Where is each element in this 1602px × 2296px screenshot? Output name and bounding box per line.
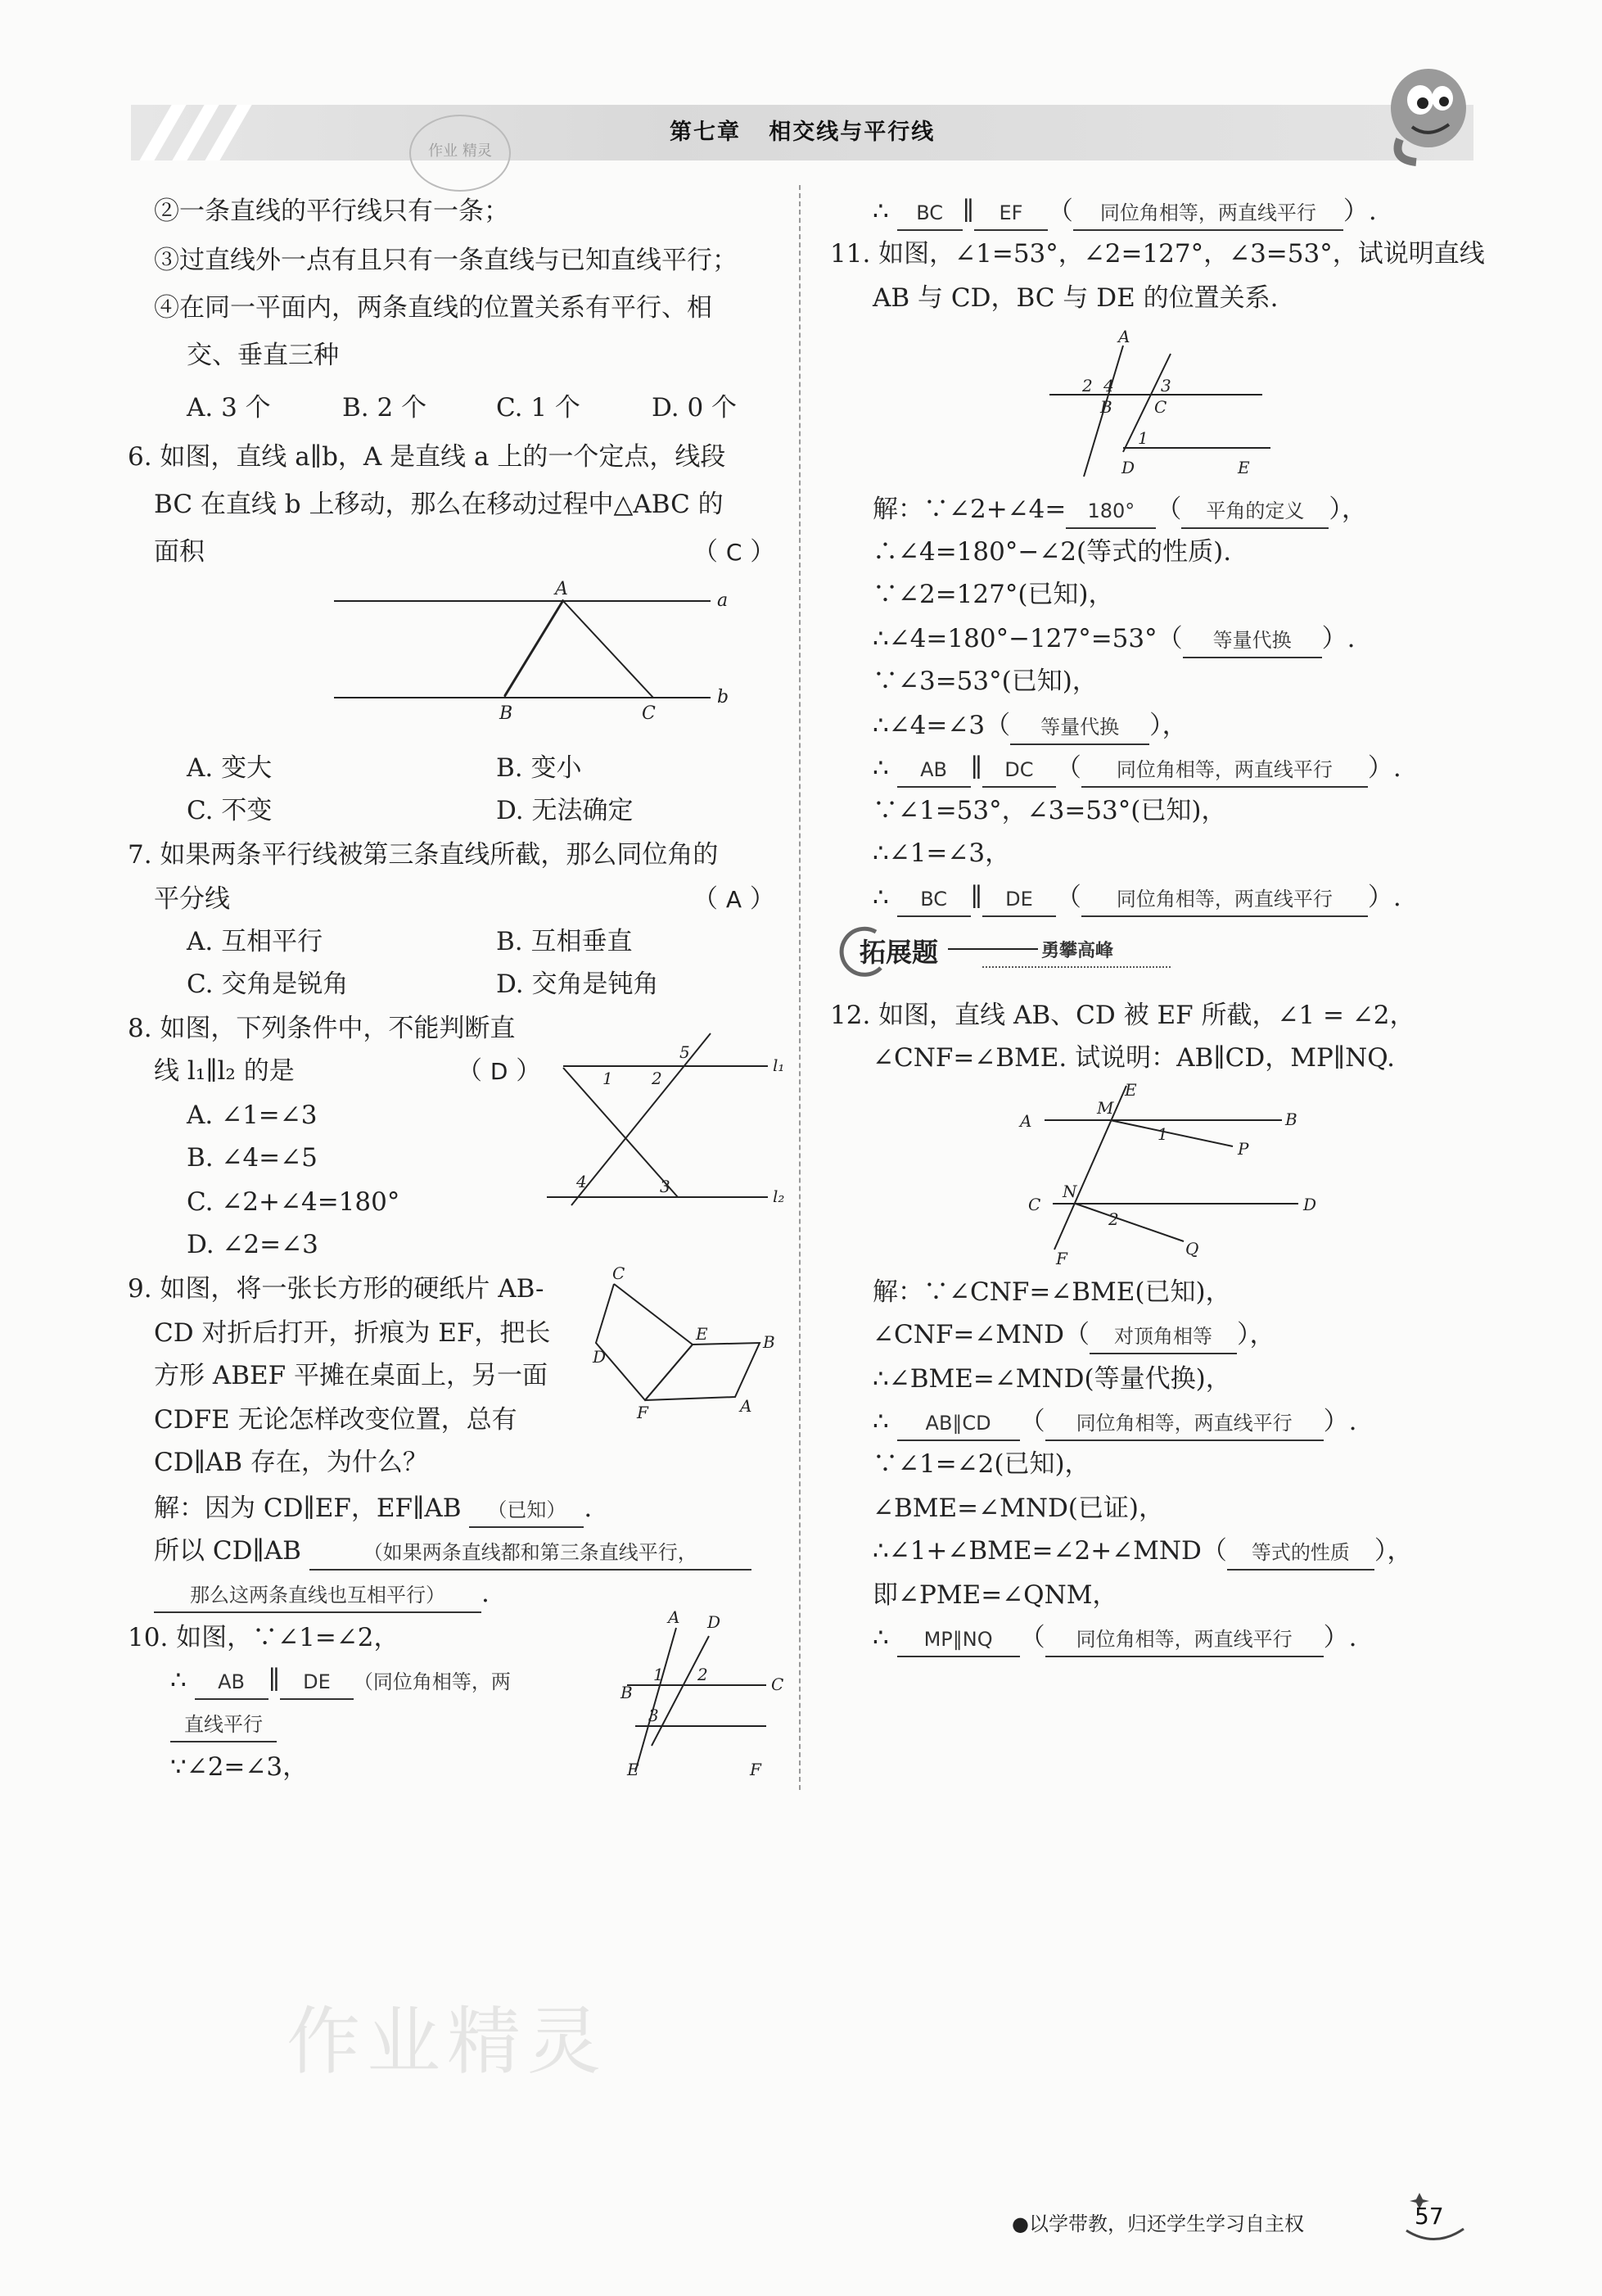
fig-label: 4 — [576, 1172, 587, 1191]
q7-option-b: B. 互相垂直 — [496, 927, 633, 956]
q6-text: 面积 — [154, 537, 205, 567]
q6-option-d: D. 无法确定 — [496, 796, 634, 825]
fig-label: 5 — [679, 1042, 690, 1062]
fig-label: 1 — [1158, 1124, 1168, 1144]
fig-label: E — [627, 1760, 639, 1779]
q12-step: 即∠PME=∠QNM， — [873, 1580, 1118, 1610]
q12-reason-blank: 等式的性质 — [1227, 1536, 1374, 1571]
q5-option-c: C. 1 个 — [496, 393, 580, 423]
page-number: 57 — [1415, 2203, 1444, 2230]
fig-label: C — [612, 1263, 625, 1283]
fig-label: A — [668, 1607, 680, 1627]
q9-text: CD∥AB 存在，为什么？ — [154, 1448, 428, 1477]
q12-text: ∠CNF=∠BME. 试说明：AB∥CD，MP∥NQ. — [873, 1043, 1395, 1073]
q12-step: ∠CNF=∠MND — [873, 1320, 1064, 1349]
fig-label: A — [1118, 327, 1130, 346]
q11-step: ∵∠1=53°，∠3=53°(已知)， — [873, 796, 1227, 825]
stamp: 作业 精灵 — [409, 115, 511, 192]
fig-label: 2 — [652, 1069, 662, 1088]
footer-slogan: ●以学带教，归还学生学习自主权 — [1012, 2212, 1304, 2235]
q12-reason-blank: 对顶角相等 — [1090, 1320, 1237, 1354]
q6-option-b: B. 变小 — [496, 753, 582, 783]
fig-label: C — [771, 1675, 784, 1694]
q5-statement-2: ②一条直线的平行线只有一条； — [154, 197, 509, 226]
q12-step: ∴ — [873, 1407, 889, 1436]
fig-label: P — [1238, 1139, 1249, 1159]
q6-text: 6. 如图，直线 a∥b，A 是直线 a 上的一个定点，线段 — [128, 442, 726, 472]
q11-answer-blank: AB — [897, 753, 971, 788]
fig-label: 2 — [697, 1665, 708, 1684]
q11-answer-blank: BC — [897, 883, 971, 917]
q10-answer-blank: EF — [974, 197, 1048, 231]
q11-answer-blank: DE — [982, 883, 1056, 917]
q12-step: ∵∠1=∠2(已知)， — [873, 1449, 1090, 1479]
fig-label: A — [740, 1396, 752, 1416]
q10-parallel: ∥ — [962, 197, 974, 226]
q8-option-b: B. ∠4=∠5 — [187, 1143, 318, 1173]
q10-answer-blank: BC — [897, 197, 963, 231]
q7-option-d: D. 交角是钝角 — [496, 969, 659, 999]
q7-text: 平分线 — [154, 884, 230, 914]
q9-figure — [593, 1263, 792, 1422]
q8-option-a: A. ∠1=∠3 — [187, 1101, 318, 1130]
q11-step: 解：∵∠2+∠4= — [873, 495, 1067, 524]
q10-answer-blank: DE — [280, 1666, 354, 1700]
section-badge — [827, 925, 1171, 978]
q9-solution: 解：因为 CD∥EF，EF∥AB — [154, 1494, 462, 1523]
section-title: 拓展题 — [860, 937, 939, 968]
q7-answer: A — [725, 886, 742, 913]
q8-option-d: D. ∠2=∠3 — [187, 1230, 318, 1259]
q9-text: CD 对折后打开，折痕为 EF，把长 — [154, 1318, 551, 1348]
q5-statement-3: ③过直线外一点有且只有一条直线与已知直线平行； — [154, 246, 738, 275]
fig-label: 1 — [602, 1069, 613, 1088]
fig-label: E — [696, 1324, 708, 1344]
q11-reason-blank: 平角的定义 — [1181, 495, 1329, 529]
q10-parallel: ∥ — [268, 1666, 280, 1695]
q10-therefore: ∴ — [170, 1666, 187, 1695]
fig-label: 2 — [1108, 1209, 1119, 1229]
q11-answer-blank: DC — [982, 753, 1056, 788]
q10-text: ∵∠2=∠3， — [170, 1752, 309, 1782]
q11-reason-blank: 同位角相等，两直线平行 — [1081, 883, 1368, 917]
fig-label: 3 — [1161, 376, 1171, 395]
q7-option-a: A. 互相平行 — [187, 927, 323, 956]
fig-label: b — [717, 687, 729, 707]
fig-label: 2 — [1082, 376, 1093, 395]
q8-text: 8. 如图，下列条件中，不能判断直 — [128, 1014, 516, 1043]
q11-step: ∴ — [873, 753, 889, 783]
q11-text: AB 与 CD，BC 与 DE 的位置关系. — [873, 283, 1279, 313]
q10-reason: 直线平行 — [170, 1708, 277, 1742]
q7-option-c: C. 交角是锐角 — [187, 969, 349, 999]
q5-option-a: A. 3 个 — [187, 393, 271, 423]
q9-text: 方形 ABEF 平摊在桌面上，另一面 — [154, 1361, 548, 1390]
section-subtitle: 勇攀高峰 — [1041, 941, 1114, 961]
column-divider — [799, 185, 801, 1790]
fig-label: D — [593, 1347, 607, 1367]
q11-step: ∵∠2=127°(已知)， — [873, 580, 1114, 609]
fig-label: E — [1238, 458, 1250, 477]
fig-label: C — [1154, 397, 1167, 417]
q11-step: ∴∠4=180°−127°=53° — [873, 624, 1158, 653]
q12-step: ∠BME=∠MND(已证)， — [873, 1494, 1164, 1523]
fig-label: F — [750, 1760, 761, 1779]
chapter-name: 相交线与平行线 — [769, 120, 936, 145]
q11-step: ∴∠4=∠3 — [873, 711, 986, 740]
fig-label: D — [707, 1612, 721, 1632]
fig-label: l₁ — [773, 1055, 785, 1075]
q8-figure — [547, 1033, 792, 1214]
q9-answer-blank: （如果两条直线都和第三条直线平行， — [309, 1536, 751, 1571]
q11-step: ∴ — [873, 883, 889, 912]
section-dots — [982, 966, 1171, 968]
q7-text: 7. 如果两条平行线被第三条直线所截，那么同位角的 — [128, 840, 719, 870]
fig-label: M — [1097, 1098, 1114, 1118]
q11-step: ∴∠1=∠3， — [873, 838, 1011, 868]
fig-label: 1 — [1138, 428, 1148, 448]
q9-answer-blank: （已知） — [469, 1494, 584, 1528]
fig-label: 1 — [653, 1665, 664, 1684]
fig-label: A — [1020, 1111, 1032, 1131]
q5-statement-4: ④在同一平面内，两条直线的位置关系有平行、相 — [154, 293, 712, 323]
section-rule — [948, 948, 1038, 950]
fig-label: A — [555, 579, 568, 599]
watermark: 作业精灵 — [287, 1999, 607, 2085]
q9-text: 9. 如图，将一张长方形的硬纸片 AB- — [128, 1274, 544, 1304]
q11-text: 11. 如图，∠1=53°，∠2=127°，∠3=53°，试说明直线 — [830, 239, 1485, 269]
q6-answer: C — [725, 539, 742, 566]
left-column: ②一条直线的平行线只有一条； ③过直线外一点有且只有一条直线与已知直线平行； ④在同一平面内，两条直线的位置关系有平行、相 交、垂直三种 A. 3 个 B. 2 个 C. 1 个 D. 0 个 6. 如图，直线 a∥b，A 是直线 a 上的一个定点，线段 BC 在直线 b 上移动，那么在移动过程中△ABC 的 面积 （ C ） A a B C b A. 变大 B. 变小 C. 不变 D. 无法确定 7. 如果两条平行线被第三条直线所截，那么同位角的 平分线 （ A ） A. 互相平行 B. 互相垂直 C. 交角是锐角 D. 交角是钝角 8. 如图，下列条件中，不能判断直 线 l₁∥l₂ 的是 （ D ） A. ∠1=∠3 B. ∠4=∠5 C. ∠2+∠4=180° D. ∠2=∠3 1 2 5 3 4 l₁ l₂ 9. 如图，将一张长方形的硬纸片 AB- CD 对折后打开，折痕为 EF，把长 方形 ABEF 平摊在桌面上，另一面 CDFE 无论怎样改变位置，总有 CD∥AB 存在，为什么？ C D E B F A 解：因为 CD∥EF，EF∥AB （已知） . 所以 CD∥AB （如果两条直线都和第三条直线平行， 那么这两条直线也互相平行） . 10. 如图，∵∠1=∠2， ∴ AB ∥ DE （同位角相等，两 直线平行 ∵∠2=∠3， A D B C E F 1 2 3 — [154, 190, 792, 1828]
fig-label: F — [637, 1403, 648, 1422]
q12-step: 解：∵∠CNF=∠BME(已知)， — [873, 1277, 1231, 1307]
fig-label: l₂ — [773, 1186, 785, 1206]
q10-text: 10. 如图，∵∠1=∠2， — [128, 1623, 399, 1652]
fig-label: a — [717, 590, 729, 611]
q5-option-b: B. 2 个 — [342, 393, 427, 423]
right-column: ∴ BC ∥ EF （ 同位角相等，两直线平行 ）. 11. 如图，∠1=53°，∠2=127°，∠3=53°，试说明直线 AB 与 CD，BC 与 DE 的位置关系. A 2 4 3 B C 1 D E 解：∵∠2+∠4= 180° （ 平角的定义 ）， ∴∠4=180°−∠2(等式的性质). ∵∠2=127°(已知)， ∴∠4=180°−127°=53°（ 等量代换 ）. ∵∠3=53°(已知)， ∴∠4=∠3（ 等量代换 ）， ∴ AB ∥ DC （ 同位角相等，两直线平行 ）. ∵∠1=53°，∠3=53°(已知)， ∴∠1=∠3， ∴ BC ∥ DE （ 同位角相等，两直线平行 ）. — [873, 190, 1495, 1828]
q8-option-c: C. ∠2+∠4=180° — [187, 1187, 400, 1217]
fig-label: C — [1028, 1195, 1041, 1214]
chapter-number: 第七章 — [670, 120, 741, 145]
fig-label: 3 — [660, 1177, 670, 1196]
fig-label: E — [1125, 1080, 1137, 1100]
fig-label: B — [1100, 397, 1112, 417]
q12-answer-blank: AB∥CD — [897, 1407, 1020, 1441]
q10-reason-blank: 同位角相等，两直线平行 — [1073, 197, 1343, 231]
q11-reason-blank: 等量代换 — [1010, 711, 1149, 745]
fig-label: 4 — [1103, 376, 1114, 395]
chapter-title — [670, 114, 935, 146]
q12: 12. 如图，直线 AB、CD 被 EF 所截，∠1 = ∠2， ∠CNF=∠BME. 试说明：AB∥CD，MP∥NQ. A M E B 1 P C N D 2 Q F 解：∵∠CNF=∠BME(已知)， ∠CNF=∠MND（ 对顶角相等 ）， ∴∠BME=∠MND(等量代换)， ∴ AB∥CD （ 同位角相等，两直线平行 ）. ∵∠1=∠2(已知)， ∠BME=∠MND(已证)， ∴∠1+∠BME=∠2+∠MND（ 等式的性质 ）， 即∠PME=∠QNM， ∴ MP∥NQ （ 同位角相等，两直线平行 ）. — [873, 994, 1495, 1731]
q11-reason-blank: 同位角相等，两直线平行 — [1081, 753, 1368, 788]
q8-answer: D — [490, 1058, 508, 1085]
q6-option-a: A. 变大 — [187, 753, 273, 783]
fig-label: Q — [1185, 1239, 1199, 1259]
q10-reason: （同位角相等，两 — [353, 1670, 511, 1693]
fig-label: N — [1063, 1182, 1077, 1201]
q9-text: CDFE 无论怎样改变位置，总有 — [154, 1405, 517, 1435]
q12-step: ∴∠1+∠BME=∠2+∠MND — [873, 1536, 1202, 1566]
q8-text: 线 l₁∥l₂ 的是 — [154, 1056, 295, 1086]
fig-label: D — [1121, 458, 1135, 477]
q10-answer-blank: AB — [195, 1666, 269, 1700]
fig-label: D — [1303, 1195, 1317, 1214]
q11-answer-blank: 180° — [1066, 495, 1156, 529]
mascot-icon — [1375, 57, 1482, 172]
q9-solution: 所以 CD∥AB — [154, 1536, 301, 1566]
q12-reason-blank: 同位角相等，两直线平行 — [1045, 1623, 1324, 1657]
q10-figure — [602, 1607, 791, 1779]
fig-label: F — [1056, 1249, 1067, 1268]
q5-option-d: D. 0 个 — [652, 393, 738, 423]
q9-answer-blank: 那么这两条直线也互相平行） — [154, 1579, 481, 1613]
fig-label: B — [499, 703, 513, 724]
q5-statement-4-cont: 交、垂直三种 — [187, 341, 339, 370]
q6-option-c: C. 不变 — [187, 796, 273, 825]
q10-therefore: ∴ — [873, 197, 889, 226]
q12-text: 12. 如图，直线 AB、CD 被 EF 所截，∠1 = ∠2， — [830, 1001, 1415, 1030]
q12-step: ∴ — [873, 1623, 889, 1652]
q11-step: ∵∠3=53°(已知)， — [873, 667, 1098, 696]
fig-label: 3 — [648, 1706, 659, 1725]
q12-reason-blank: 同位角相等，两直线平行 — [1045, 1407, 1324, 1441]
q6-figure — [326, 575, 751, 724]
fig-label: B — [1285, 1110, 1297, 1129]
fig-label: B — [763, 1332, 775, 1352]
q12-step: ∴∠BME=∠MND(等量代换)， — [873, 1364, 1231, 1394]
q12-answer-blank: MP∥NQ — [897, 1623, 1020, 1657]
q11-reason-blank: 等量代换 — [1183, 624, 1322, 658]
fig-label: C — [642, 703, 656, 724]
q12-figure — [1012, 1081, 1356, 1269]
q11-step: ∴∠4=180°−∠2(等式的性质). — [873, 537, 1232, 567]
fig-label: B — [620, 1683, 633, 1702]
q6-text: BC 在直线 b 上移动，那么在移动过程中△ABC 的 — [154, 490, 724, 519]
q11-figure — [1033, 329, 1344, 485]
